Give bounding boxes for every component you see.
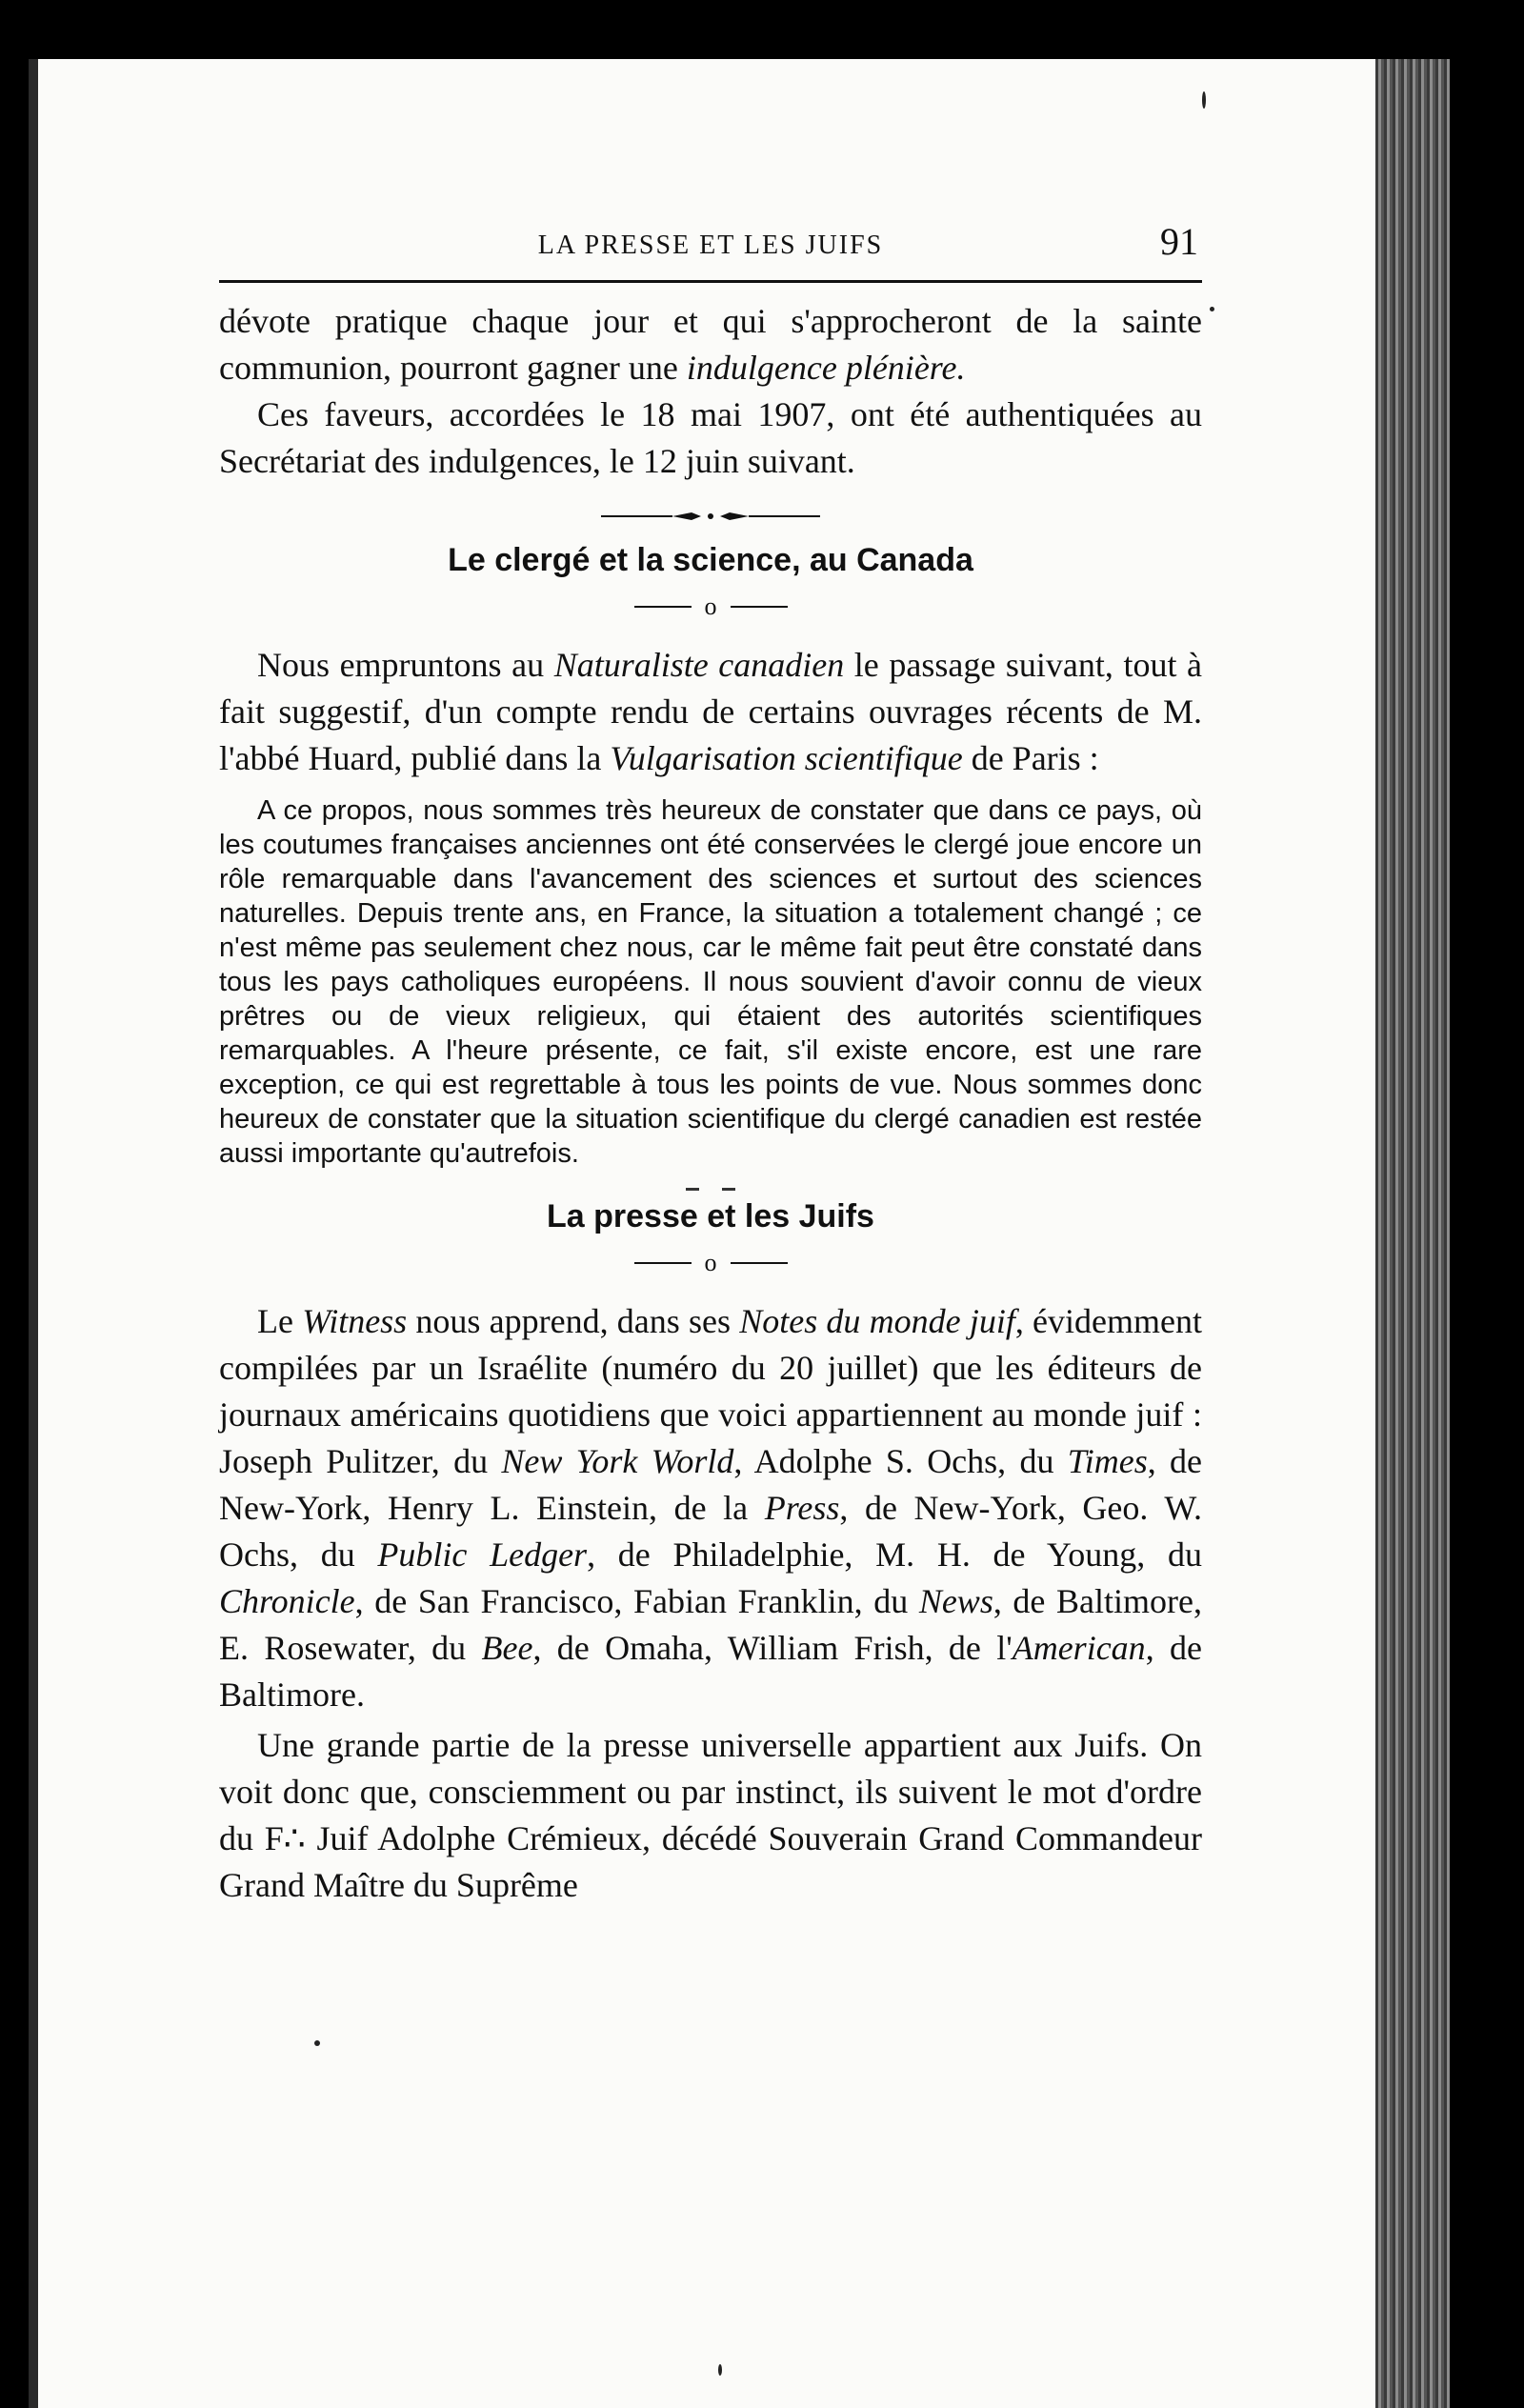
text-run: , de San Francisco, Fabian Franklin, du — [354, 1582, 919, 1620]
text-run: , de Philadelphie, M. H. de Young, du — [587, 1535, 1202, 1574]
section-separator: o — [219, 1249, 1202, 1277]
publication-name: Public Ledger — [377, 1535, 588, 1574]
section1-paragraph: Nous empruntons au Naturaliste canadien le passage suivant, tout à fait suggestif, d'un compte rendu de certains ouvrages récents de M. l'abbé Huard, publié dans la Vulgarisation scientifique de Paris : — [219, 646, 1202, 777]
quoted-passage: A ce propos, nous sommes très heureux de constater que dans ce pays, où les coutumes françaises anciennes ont été conservées le clergé joue encore un rôle remarquable dans l'avancement des sciences et surtout des sciences naturelles. Depuis trente ans, en France, la situation a totalement changé ; ce n'est même pas seulement chez nous, car le même fait peut être constaté dans tous les pays catholiques européens. Il nous souvient d'avoir connu de vieux prêtres ou de vieux religieux, qui étaient des autorités scientifiques remarquables. A l'heure présente, ce fait, s'il existe encore, est une rare exception, ce qui est regrettable à tous les points de vue. Nous sommes donc heureux de constater que la situation scientifique du clergé canadien est restée aussi importante qu'autrefois. — [219, 795, 1202, 1169]
section2-paragraph-2: Une grande partie de la presse universelle appartient aux Juifs. On voit donc que, consciemment ou par instinct, ils suivent le mot d'ordre du F∴ Juif Adolphe Crémieux, décédé Souverain Grand Commandeur Grand Maître du Suprême — [219, 1726, 1202, 1904]
publication-name: News — [918, 1582, 993, 1620]
running-head — [219, 220, 1202, 283]
publication-name: American — [1012, 1629, 1146, 1667]
ornament-icon — [601, 510, 820, 523]
intro-italic: indulgence plénière. — [686, 349, 966, 387]
text-run: , de New-York, Henry L. Einstein, de la — [219, 1442, 1203, 1527]
page-content — [219, 220, 1203, 1909]
publication-name: New York World — [501, 1442, 734, 1480]
intro-paragraph-2: Ces faveurs, accordées le 18 mai 1907, ont été authentiquées au Secrétariat des indulgences, le 12 juin suivant. — [219, 395, 1202, 480]
section2-paragraph — [219, 1298, 1202, 1718]
text-run: Le — [257, 1302, 303, 1340]
book-page — [29, 59, 1450, 2408]
section-title-presse: La presse et les Juifs — [547, 1198, 874, 1234]
text-run: nous apprend, dans ses — [407, 1302, 740, 1340]
page-number: 91 — [1160, 220, 1198, 263]
section-title-clerge: Le clergé et la science, au Canada — [448, 542, 973, 578]
ornament-divider — [219, 510, 1202, 523]
publication-name: Times — [1067, 1442, 1148, 1480]
publication-name: Witness — [302, 1302, 408, 1340]
publication-name: Notes du monde juif — [739, 1302, 1015, 1340]
page-edges-stack — [1375, 59, 1450, 2408]
section-separator: o — [219, 592, 1202, 621]
publication-name: Bee — [481, 1629, 533, 1667]
text-run: , de Baltimore, E. Rosewater, du — [219, 1582, 1202, 1667]
text-run: , évidemment compilées par un Israélite (numéro du 20 juillet) que les éditeurs de journaux américains quotidiens que voici appartiennent au monde juif : Joseph Pulitzer, du — [219, 1302, 1202, 1480]
text-run: , de New-York, Geo. W. Ochs, du — [219, 1489, 1202, 1574]
page-left-edge — [29, 59, 38, 2408]
small-divider — [219, 1188, 1202, 1191]
text-run: , Adolphe S. Ochs, du — [733, 1442, 1068, 1480]
text-run: , de Omaha, William Frish, de l' — [532, 1629, 1013, 1667]
running-head-title: LA PRESSE ET LES JUIFS — [537, 231, 884, 260]
intro-paragraph — [219, 298, 1202, 391]
intro-text: dévote pratique chaque jour et qui s'approcheront de la sainte communion, pourront gagner une — [219, 302, 1202, 387]
text-run: , de Baltimore. — [219, 1629, 1202, 1714]
publication-name: Press — [764, 1489, 840, 1527]
publication-name: Chronicle — [219, 1582, 355, 1620]
